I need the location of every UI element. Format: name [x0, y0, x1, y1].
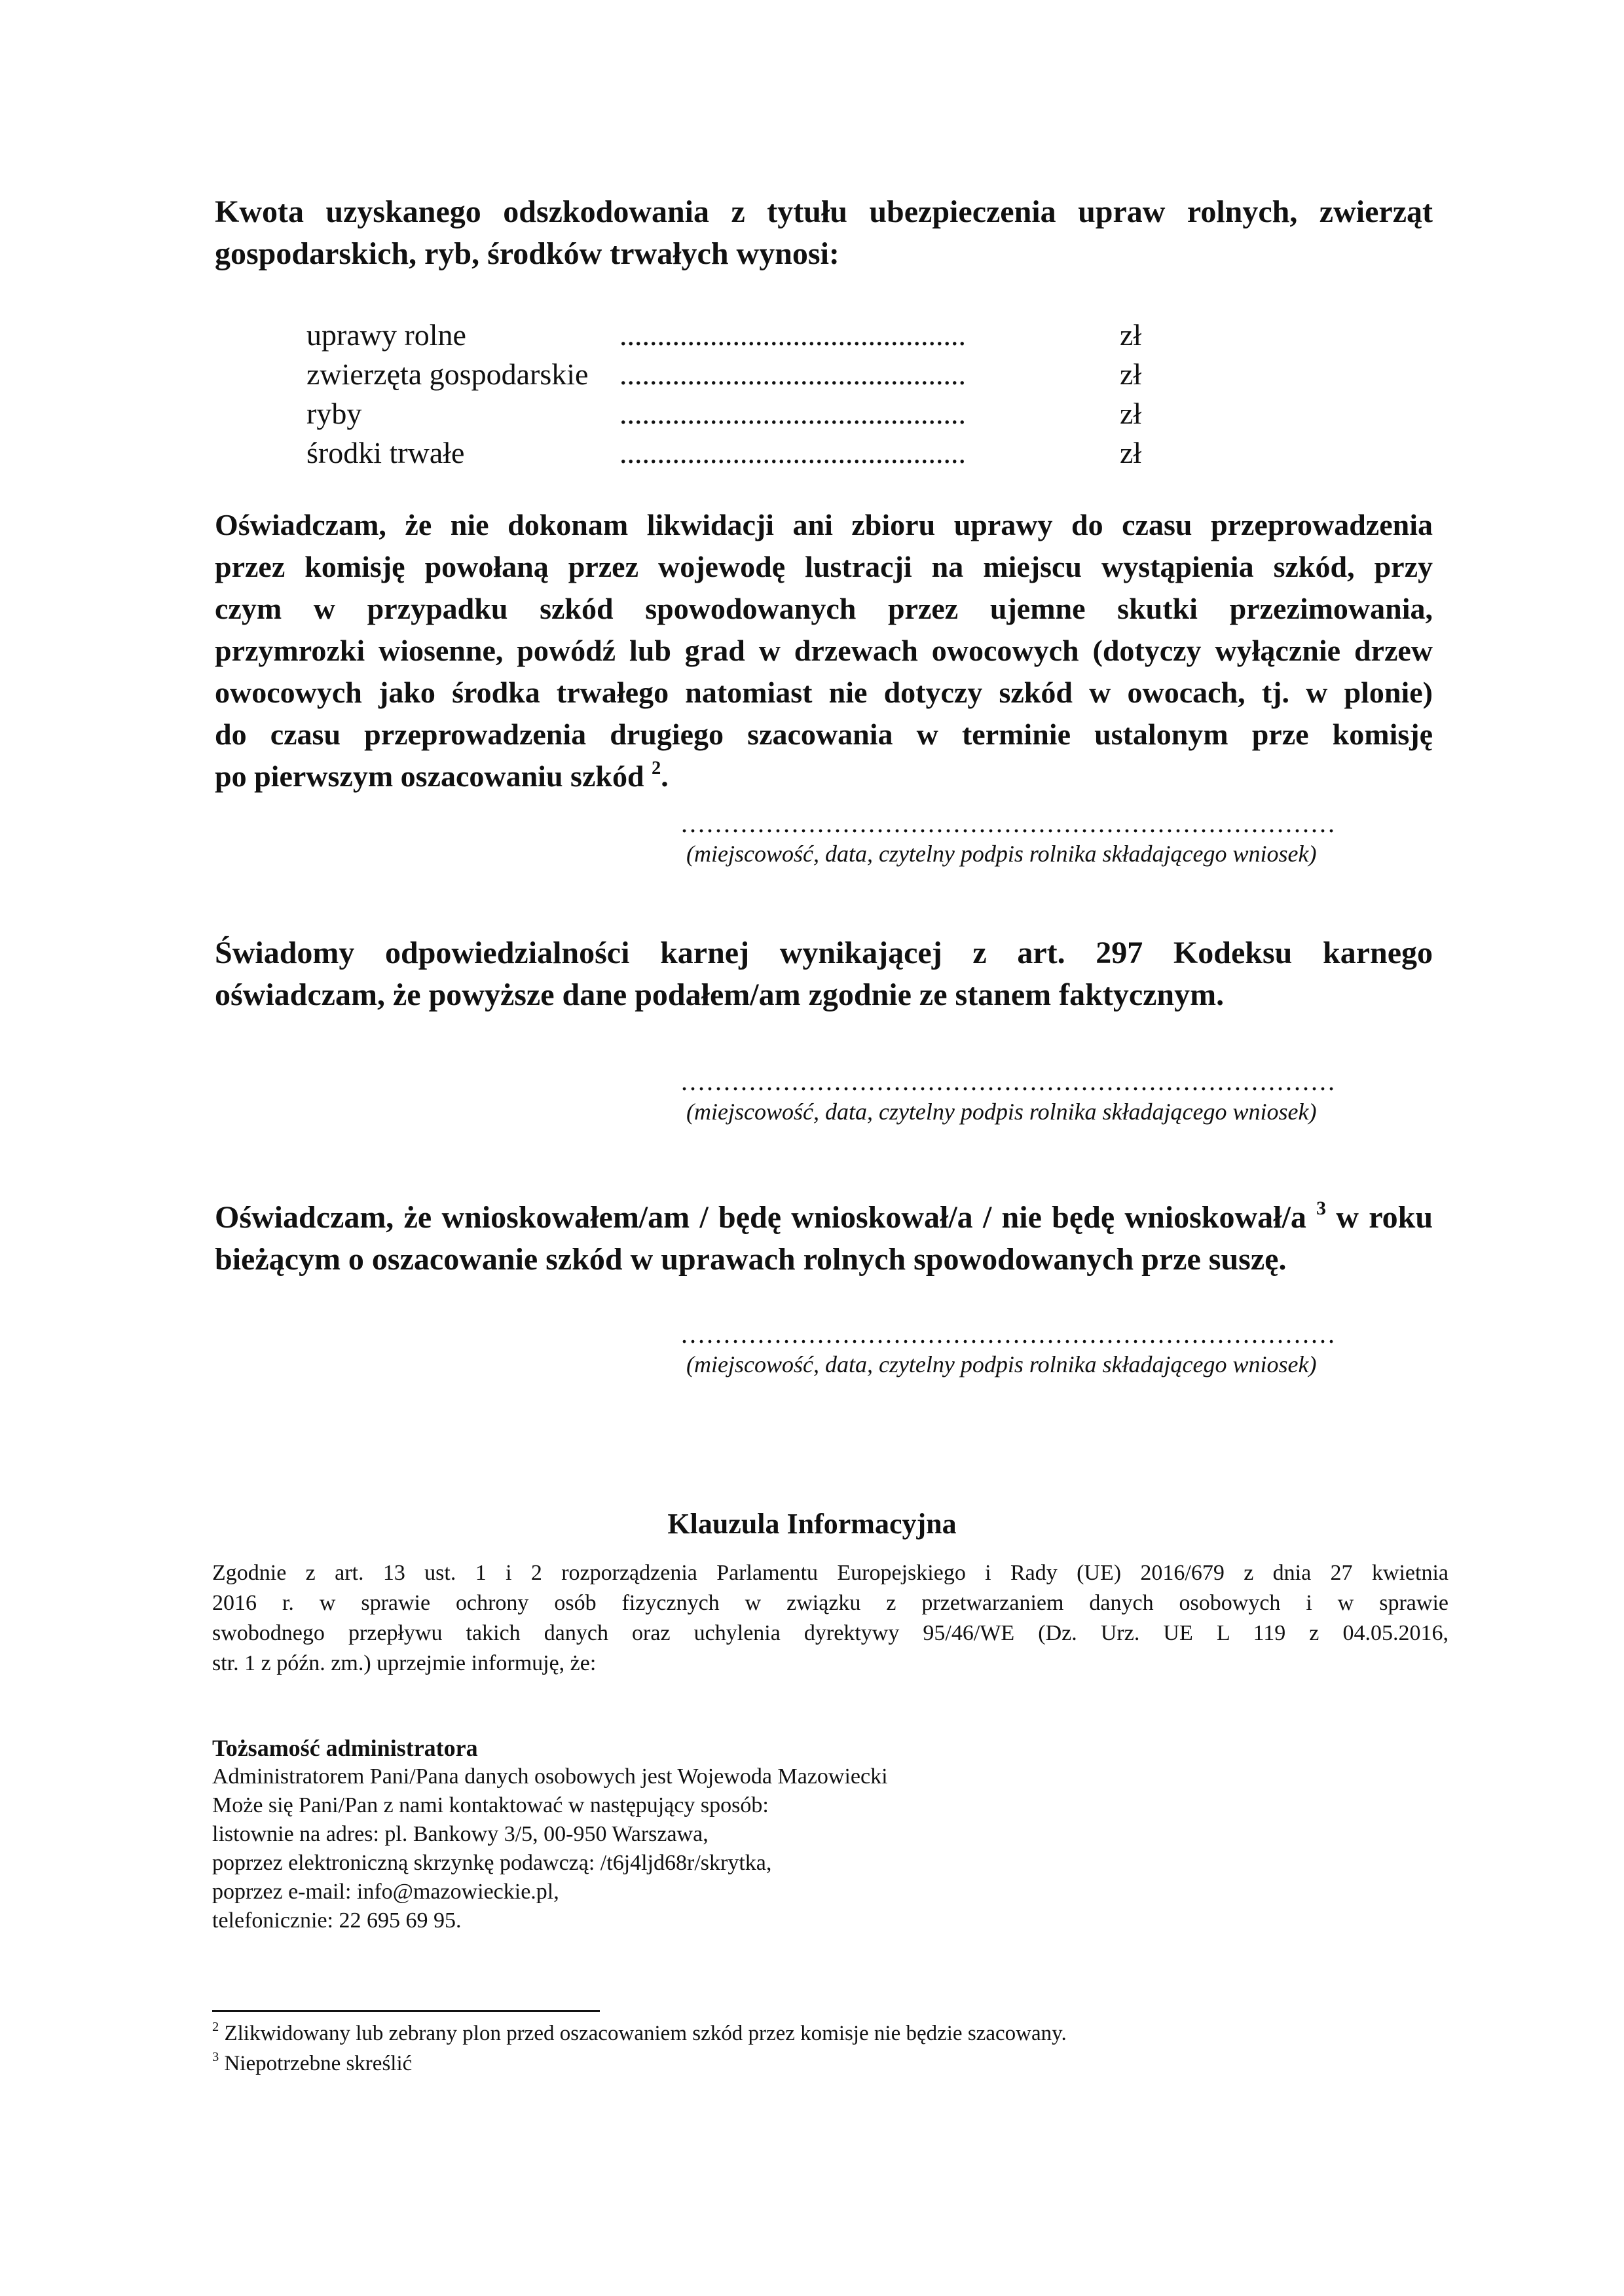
- administrator-line: Administratorem Pani/Pana danych osobowych jest Wojewoda Mazowiecki: [212, 1764, 888, 1789]
- statement-text: Oświadczam, że wnioskowałem/am / będę wnioskował/a / nie będę wnioskował/a: [215, 1200, 1306, 1235]
- administrator-line: Może się Pani/Pan z nami kontaktować w następujący sposób:: [212, 1793, 769, 1817]
- footnote-ref: 3: [1316, 1197, 1326, 1220]
- statement-text: w roku: [1336, 1200, 1433, 1235]
- amount-intro: [215, 191, 1433, 275]
- amount-fill-line[interactable]: ..............................................: [619, 397, 966, 430]
- currency-label: zł: [1120, 397, 1142, 430]
- footnote-text: Niepotrzebne skreślić: [224, 2052, 413, 2075]
- clause-line: swobodnego przepływu takich danych oraz uchylenia dyrektywy 95/46/WE (Dz. Urz. UE L 119 z 04.05.2016,: [212, 1621, 1449, 1645]
- administrator-line: listownie na adres: pl. Bankowy 3/5, 00-950 Warszawa,: [212, 1822, 709, 1846]
- statement-line: Oświadczam, że nie dokonam likwidacji ani zbioru uprawy do czasu przeprowadzenia: [215, 508, 1433, 541]
- amount-label: ryby: [306, 397, 362, 430]
- currency-label: zł: [1120, 436, 1142, 469]
- footnote-number: 2: [212, 2019, 219, 2034]
- administrator-phone: telefonicznie: 22 695 69 95.: [212, 1908, 462, 1933]
- statement-line: oświadczam, że powyższe dane podałem/am zgodnie ze stanem faktycznym.: [215, 977, 1225, 1012]
- administrator-line: poprzez elektroniczną skrzynkę podawczą: /t6j4ljd68r/skrytka,: [212, 1851, 772, 1875]
- signature-caption-1: (miejscowość, data, czytelny podpis rolnika składającego wniosek): [686, 841, 1317, 867]
- statement-line: przez komisję powołaną przez wojewodę lustracji na miejscu wystąpienia szkód, przy: [215, 550, 1433, 583]
- administrator-section: [212, 1734, 888, 1935]
- amount-fill-line[interactable]: ..............................................: [619, 357, 966, 391]
- footnote-2: [212, 2019, 1067, 2048]
- amount-label: środki trwałe: [306, 436, 465, 469]
- administrator-title: Tożsamość administratora: [212, 1735, 478, 1761]
- statement-line-1: [215, 1197, 1433, 1239]
- statement-line-2: bieżącym o oszacowanie szkód w uprawach rolnych spowodowanych prze suszę.: [215, 1242, 1287, 1277]
- statement-line-last: [215, 756, 1433, 797]
- statement-drought: [215, 1197, 1433, 1281]
- footnote-text: Zlikwidowany lub zebrany plon przed oszacowaniem szkód przez komisje nie będzie szacowany.: [224, 2022, 1067, 2045]
- amount-fill-line[interactable]: ..............................................: [619, 436, 966, 469]
- footnote-3: [212, 2049, 412, 2078]
- signature-caption-2: (miejscowość, data, czytelny podpis rolnika składającego wniosek): [686, 1099, 1317, 1125]
- amount-intro-line-1: Kwota uzyskanego odszkodowania z tytułu ubezpieczenia upraw rolnych, zwierząt: [215, 194, 1433, 229]
- statement-line: przymrozki wiosenne, powódź lub grad w drzewach owocowych (dotyczy wyłącznie drzew: [215, 634, 1433, 667]
- amount-label: uprawy rolne: [306, 318, 466, 352]
- clause-body: [212, 1558, 1449, 1679]
- statement-criminal-liability: [215, 932, 1433, 1016]
- currency-label: zł: [1120, 318, 1142, 352]
- footnote-ref: 2: [652, 757, 661, 778]
- statement-line: czym w przypadku szkód spowodowanych przez ujemne skutki przezimowania,: [215, 592, 1433, 625]
- clause-line: Zgodnie z art. 13 ust. 1 i 2 rozporządzenia Parlamentu Europejskiego i Rady (UE) 2016/679 z dnia 27 kwietnia: [212, 1561, 1449, 1585]
- clause-line: 2016 r. w sprawie ochrony osób fizycznych w związku z przetwarzaniem danych osobowych i w sprawie: [212, 1591, 1449, 1615]
- statement-text: po pierwszym oszacowaniu szkód: [215, 759, 644, 793]
- signature-line-1[interactable]: .............................................................................: [681, 811, 1337, 837]
- statement-line: owocowych jako środka trwałego natomiast nie dotyczy szkód w owocach, tj. w plonie): [215, 676, 1433, 709]
- administrator-email[interactable]: poprzez e-mail: info@mazowieckie.pl,: [212, 1880, 559, 1904]
- clause-line: str. 1 z późn. zm.) uprzejmie informuję, że:: [212, 1651, 597, 1675]
- statement-line: Świadomy odpowiedzialności karnej wynikającej z art. 297 Kodeksu karnego: [215, 936, 1433, 970]
- statement-end: .: [661, 759, 669, 793]
- currency-label: zł: [1120, 357, 1142, 391]
- amount-fill-line[interactable]: ..............................................: [619, 318, 966, 352]
- statement-no-harvest: [215, 504, 1433, 797]
- signature-line-3[interactable]: .............................................................................: [681, 1321, 1337, 1347]
- amount-label: zwierzęta gospodarskie: [306, 357, 589, 391]
- signature-caption-3: (miejscowość, data, czytelny podpis rolnika składającego wniosek): [686, 1351, 1317, 1377]
- footnote-divider: [212, 2010, 600, 2012]
- clause-title: Klauzula Informacyjna: [667, 1508, 957, 1540]
- signature-line-2[interactable]: .............................................................................: [681, 1068, 1337, 1095]
- statement-line: do czasu przeprowadzenia drugiego szacowania w terminie ustalonym prze komisję: [215, 718, 1433, 751]
- amount-intro-line-2: gospodarskich, ryb, środków trwałych wynosi:: [215, 236, 840, 271]
- footnote-number: 3: [212, 2049, 219, 2064]
